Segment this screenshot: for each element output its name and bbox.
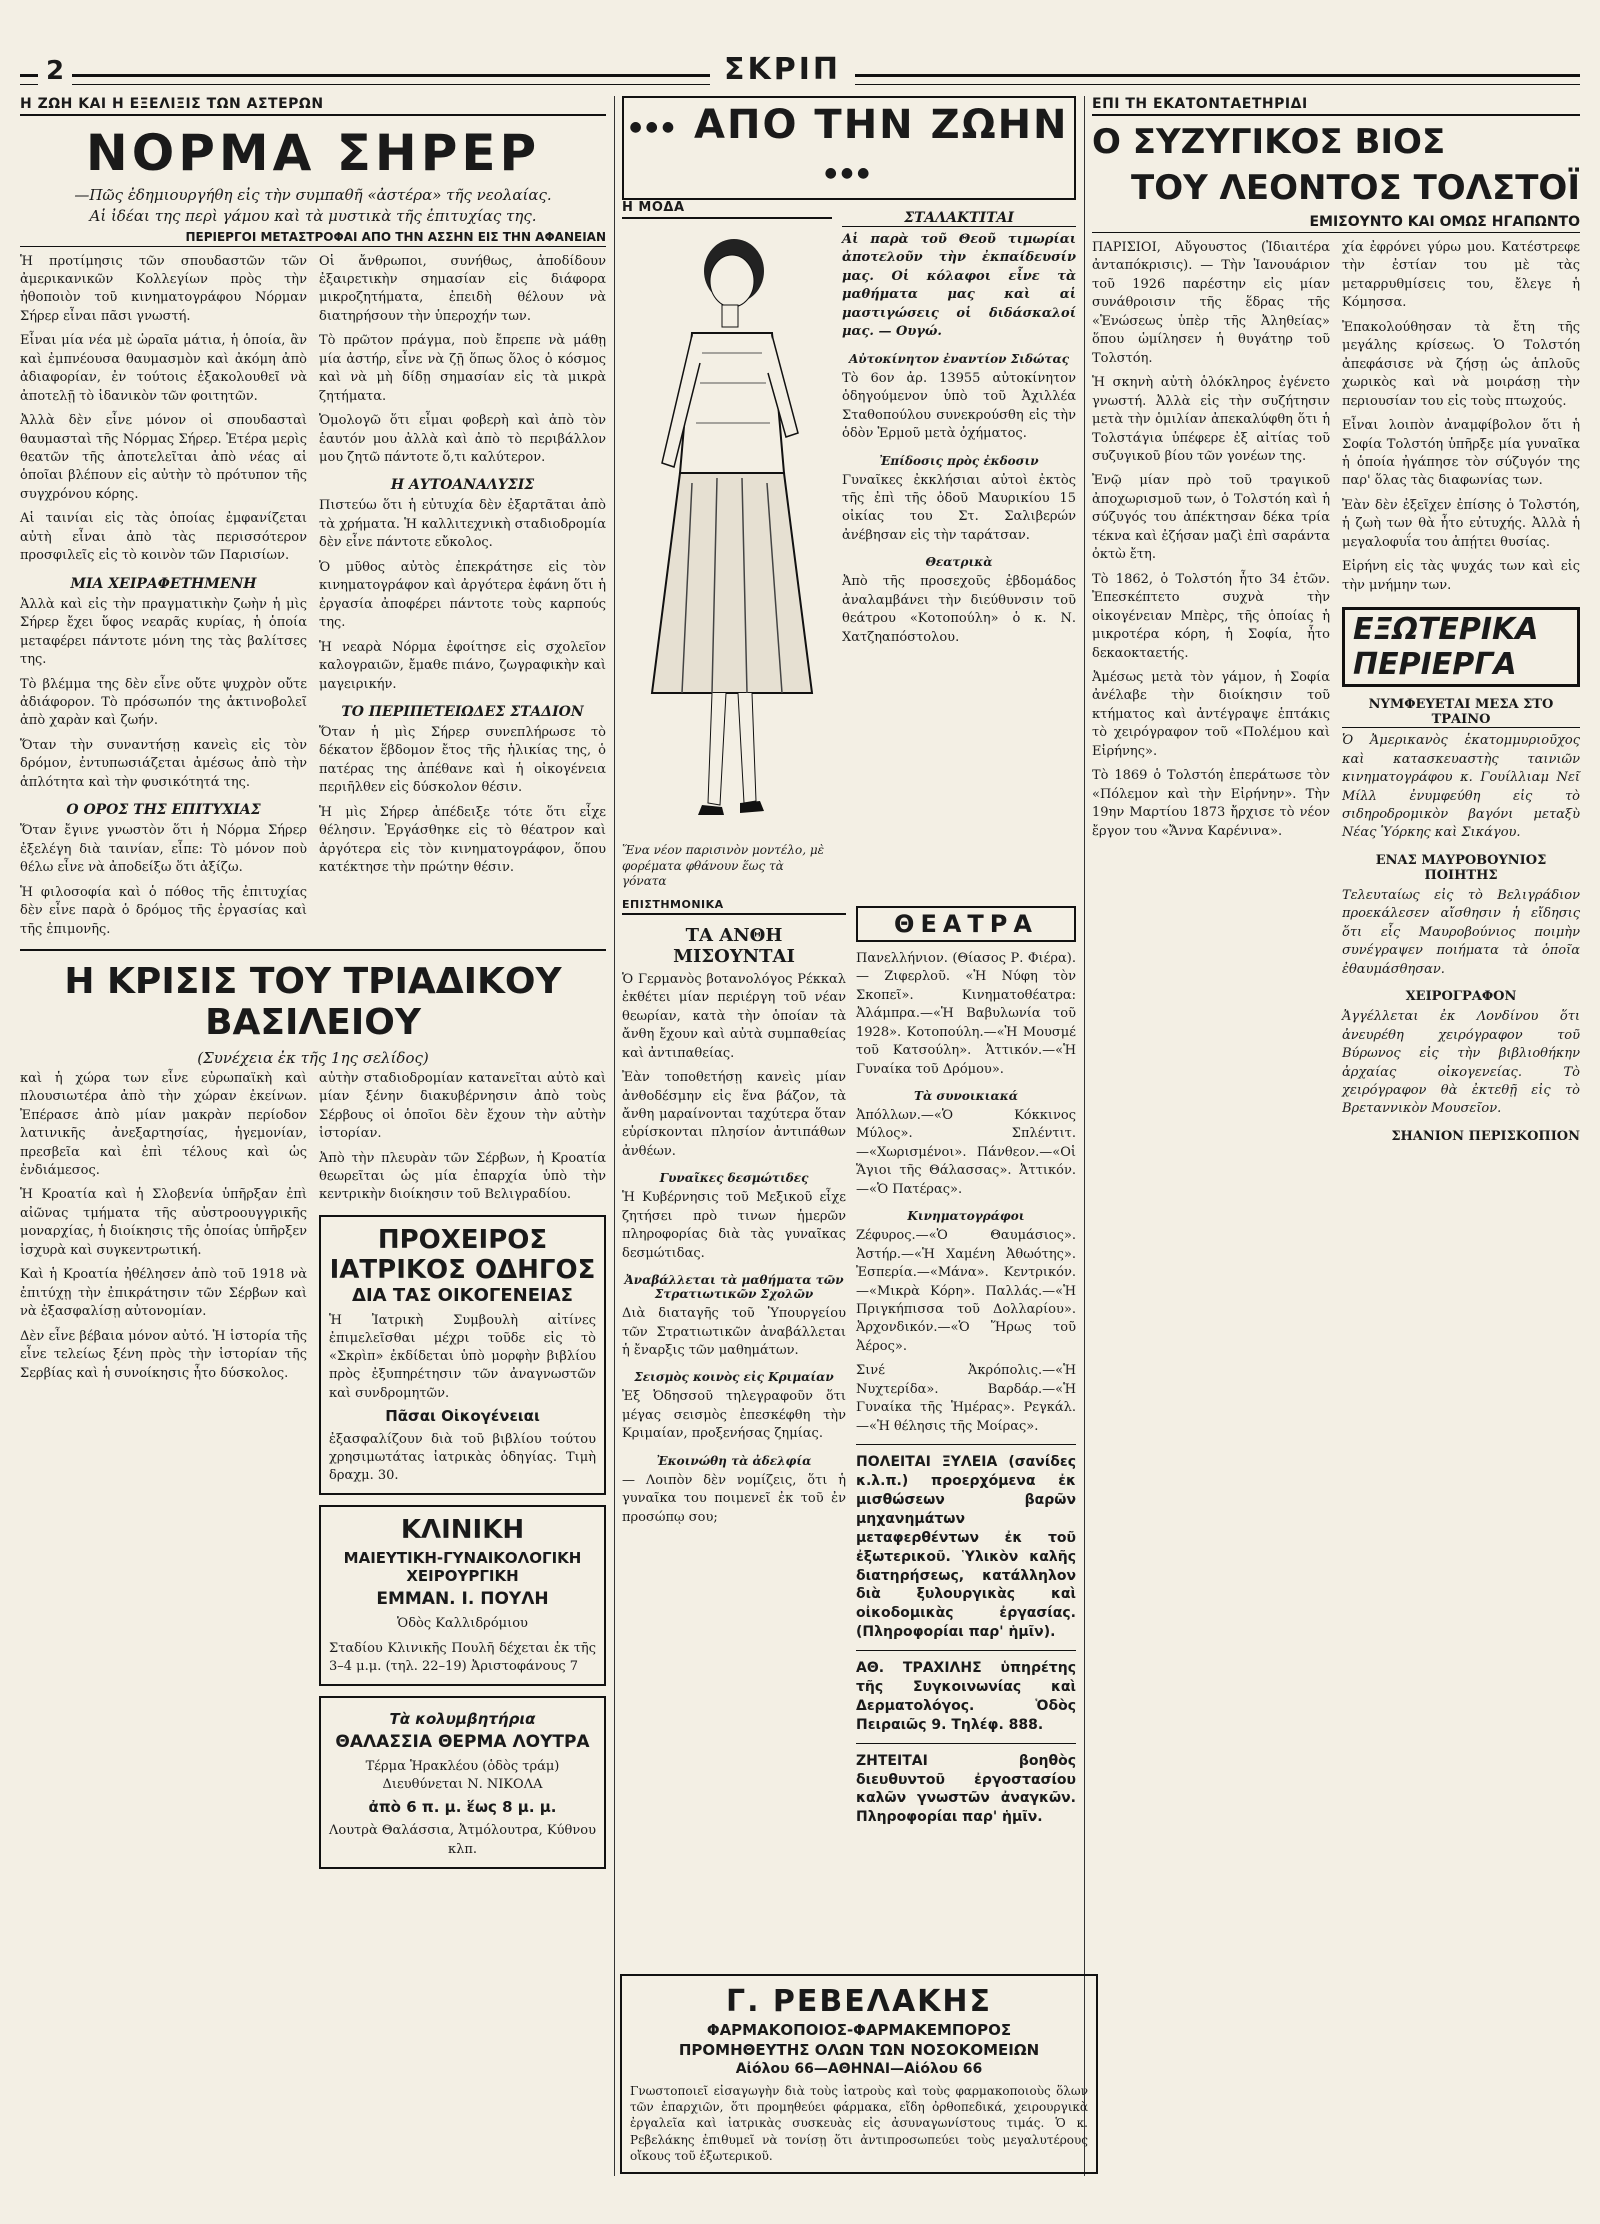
paragraph: Ἐπακολούθησαν τὰ ἔτη τῆς μεγάλης κρίσεως. Ὁ Τολστόη ἀπεφάσισε νὰ ζήσῃ ὡς ἁπλοῦς χωρικὸς καὶ νὰ μοιράσῃ τὴν περιουσίαν του εἰς τοὺς πτωχούς. (1342, 319, 1580, 409)
ad-wanted: ΖΗΤΕΙΤΑΙ βοηθὸς διευθυντοῦ ἐργοστασίου καλῶν γνωστῶν ἀναγκῶν. Πληροφορίαι παρ' ἡμῖν. (856, 1752, 1076, 1826)
crisis-right (319, 1070, 606, 1879)
ad-title: Τὰ κολυμβητήρια (389, 1709, 536, 1728)
foreign-oddities (1342, 607, 1580, 1144)
paragraph: Ἀγγέλλεται ἐκ Λονδίνου ὅτι ἀνευρέθη χειρόγραφον τοῦ Βύρωνος εἰς τὴν βιβλιοθήκην ἀρχαίας οἰκογενείας. Τὸ χειρόγραφον θὰ ἐκτεθῇ εἰς τὸ Βρεταννικὸν Μουσεῖον. (1342, 1009, 1580, 1117)
paragraph: Ἀλλὰ δὲν εἶνε μόνον οἱ σπουδασταὶ θαυμασταὶ τῆς Νόρμας Σήρερ. Ἑτέρα μερὶς θεατῶν τῆς ἀποτελεῖται ἀπὸ νέας αἱ ὁποῖαι βλέπουν εἰς αὐτὴν τὸ πρότυπον τῆς συγχρόνου κόρης. (20, 413, 307, 502)
fashion-illustration (622, 223, 832, 843)
mid-section (622, 898, 1076, 1833)
paragraph: Γυναῖκες ἐκκλήσιαι αὐτοὶ ἐκτὸς τῆς ἐπὶ τῆς ὁδοῦ Μαυρικίου 15 οἰκίας του Στ. Σαλιβερών ἀνέβησαν εἰς τὴν ταράτσαν. (842, 472, 1076, 543)
paragraph: Ἡ μὶς Σήρερ ἀπέδειξε τότε ὅτι εἶχε θέλησιν. Ἐργάσθηκε εἰς τὸ θέατρον καὶ ἀργότερα εἰς τὸν κινηματογράφον, ὅπου κατέκτησε τὴν πρώτην θέσιν. (319, 804, 606, 876)
ad-strong: ἀπὸ 6 π. μ. ἕως 8 μ. μ. (368, 1798, 557, 1817)
tolstoy-left (1092, 239, 1330, 1148)
divider (856, 1444, 1076, 1445)
headline: ΝΟΡΜΑ ΣΗΡΕΡ (85, 124, 541, 182)
ad-trachilis: ΑΘ. ΤΡΑΧΙΛΗΣ ὑπηρέτης τῆς Συγκοινωνίας καὶ Δερματολόγος. Ὁδὸς Πειραιῶς 9. Τηλέφ. 888. (856, 1660, 1076, 1733)
section-rule (20, 949, 606, 951)
paragraph: Τὸ πρῶτον πράγμα, ποὺ ἔπρεπε νὰ μάθῃ μία ἀστήρ, εἶνε νὰ ζῇ ὅπως ὅλος ὁ κόσμος καὶ νὰ μὴ δίδῃ σημασίαν εἰς τὰ μικρὰ ζητήματα. (319, 333, 606, 404)
news-heading: Αὐτοκίνητον ἐναντίον Σιδώτας (848, 351, 1070, 366)
kicker: Η ΖΩΗ ΚΑΙ Η ΕΞΕΛΙΞΙΣ ΤΩΝ ΑΣΤΕΡΩΝ (20, 96, 606, 116)
intertitle: ΜΙΑ ΧΕΙΡΑΦΕΤΗΜΕΝΗ (70, 575, 257, 592)
paragraph: Ὁμολογῶ ὅτι εἶμαι φοβερὴ καὶ ἀπὸ τὸν ἑαυτόν μου ἀλλὰ καὶ ἀπὸ τὸ περιβάλλον μου ζητῶ πάντοτε ὅ,τι καλύτερον. (319, 413, 606, 466)
news-heading: Σεισμὸς κοινὸς εἰς Κριμαίαν (634, 1370, 834, 1385)
paragraph: Δὲν εἶνε βέβαια μόνον αὐτό. Ἡ ἱστορία τῆς εἶνε τελείως ξένη πρὸς τὴν ἱστορίαν τῆς Σερβίας καὶ ἡ συνοίκησις ἦτο δύσκολος. (20, 1328, 307, 1381)
paragraph: — Λοιπὸν δὲν νομίζεις, ὅτι ἡ γυναῖκα του ποιμενεῖ ἐκ τοῦ ἐν προσώπῳ σου; (622, 1472, 846, 1525)
article-body (20, 253, 606, 940)
paragraph: Ἐὰν δὲν ἐξεῖχεν ἐπίσης ὁ Τολστόη, ἡ ζωὴ των θὰ ἦτο εὐτυχής. Ἀλλὰ ἡ μεγαλοφυΐα του ἀπῄτει θυσίας. (1342, 497, 1580, 550)
deck-line: —Πῶς ἐδημιουργήθη εἰς τὴν συμπαθῆ «ἀστέρα» τῆς νεολαίας. (74, 186, 552, 204)
ad-role: ΦΑΡΜΑΚΟΠΟΙΟΣ-ΦΑΡΜΑΚΕΜΠΟΡΟΣ (706, 2021, 1012, 2039)
subhead: ΠΕΡΙΕΡΓΟΙ ΜΕΤΑΣΤΡΟΦΑΙ ΑΠΟ ΤΗΝ ΑΣΣΗΝ ΕΙΣ ΤΗΝ ΑΦΑΝΕΙΑΝ (20, 230, 606, 247)
news-heading: ΧΕΙΡΟΓΡΑΦΟΝ (1405, 989, 1517, 1005)
ad-body: ἐξασφαλίζουν διὰ τοῦ βιβλίου τούτου χρησιμωτάτας ἰατρικὰς ὁδηγίας. Τιμὴ δραχμ. 30. (329, 1431, 596, 1484)
paragraph: Ἀπὸ τῆς προσεχοῦς ἑβδομάδος ἀναλαμβάνει τὴν διεύθυνσιν τοῦ θεάτρου «Κοτοπούλη» ὁ κ. Ν. Χατζηαπόστολου. (842, 574, 1076, 645)
banner-ornament: ●●● (824, 165, 874, 181)
paragraph: Τελευταίως εἰς τὸ Βελιγράδιον προεκάλεσεν αἴσθησιν ἡ εἴδησις ὅτι εἷς Μαυροβούνιος ποιμὴν συνέγραψεν ποιήματα τὰ ὁποῖα ἐθαυμάσθησαν. (1342, 887, 1580, 977)
news-heading: Θεατρικὰ (925, 555, 993, 570)
staladkites-title: ΣΤΑΛΑΚΤΙΤΑΙ (842, 210, 1076, 227)
paragraph: Εἶναι μία νέα μὲ ὡραῖα μάτια, ἡ ὁποία, ἂν καὶ ἐμπνέουσα θαυμασμὸν καὶ ἀκόμη ἀπὸ ἀδιαφορίαν, ἐν τούτοις ἐξακολουθεῖ νὰ ἀποτελῇ τὸ ἰδανικὸν τῶν φοιτητῶν. (20, 333, 307, 404)
paragraph: Εἶναι λοιπὸν ἀναμφίβολον ὅτι ἡ Σοφία Τολστόη ὑπῆρξε μία γυναῖκα ἡ ὁποία ἠγάπησε τὸν σύζυγόν της παρ' ὅλας τὰς διαφωνίας των. (1342, 418, 1580, 489)
paragraph: Τὸ 1869 ὁ Τολστόη ἐπεράτωσε τὸν «Πόλεμον καὶ τὴν Εἰρήνην». Τὴν 19ην Μαρτίου 1873 ἤρχισε τὸ νέον ἔργον του «Ἄννα Καρένινα». (1092, 768, 1330, 839)
column-norma-shearer (20, 96, 606, 1879)
deck-line: Αἱ ἰδέαι της περὶ γάμου καὶ τὰ μυστικὰ τῆς ἐπιτυχίας της. (89, 206, 537, 225)
banner-title: ΑΠΟ ΤΗΝ ΖΩΗΝ (694, 102, 1069, 148)
banner (622, 96, 1076, 200)
paragraph: Ἀλλὰ καὶ εἰς τὴν πραγματικὴν ζωὴν ἡ μὶς Σήρερ ἔχει ὕφος νεαρᾶς κυρίας, ἡ ὁποία μεταφέρει πάντοτε μόνη της τὰς βαλίτσες της. (20, 596, 307, 668)
paragraph: Ἡ Κυβέρνησις τοῦ Μεξικοῦ εἶχε ζητήσει πρὸ τινων ἡμερῶν πληροφορίας διὰ τὰς γυναῖκας δεσμώτιδας. (622, 1190, 846, 1261)
ad-name: ΕΜΜΑΝ. Ι. ΠΟΥΛΗ (376, 1589, 549, 1610)
paragraph: Τὸ βλέμμα της δὲν εἶνε οὔτε ψυχρὸν οὔτε ἀδιάφορον. Τὸ πρόσωπόν της ἀκτινοβολεῖ ἀπὸ χαρὰν καὶ ζωήν. (20, 676, 307, 729)
intertitle: Η ΑΥΤΟΑΝΑΛΥΣΙΣ (390, 477, 535, 494)
fashion-figure-icon (622, 223, 832, 843)
ad-body: Ἡ Ἰατρικὴ Συμβουλὴ αἰτίνες ἐπιμελεῖσθαι μέχρι τοῦδε εἰς τὸ «Σκρὶπ» ἐκδίδεται ὑπὸ μορφὴν βιβλίου πρὸς ἐξυπηρέτησιν τῶν ἀναγνωστῶν καὶ συνδρομητῶν. (329, 1312, 596, 1401)
ad-body: Γνωστοποιεῖ εἰσαγωγὴν διὰ τοὺς ἰατροὺς καὶ τοὺς φαρμακοποιοὺς ὅλων τῶν ἐπαρχιῶν, ὅτι προμηθεύει φάρμακα, εἴδη ὀρθοπεδικά, χειρουργικὰ ἐργαλεῖα καὶ ἰατρικὰς συσκευὰς εἰς ἀσυναγωνίστους τιμάς. Ὁ κ. Ρεβελάκης ἐπιθυμεῖ νὰ τονίσῃ ὅτι ἀντιπροσωπεύει τοὺς μεγαλυτέρους οἴκους τοῦ ἐξωτερικοῦ. (630, 2084, 1088, 2163)
column-divider (1084, 96, 1085, 2176)
column-apo-tin-zoin (622, 96, 1076, 1833)
ad-body: Τέρμα Ἡρακλέου (ὁδὸς τράμ) Διευθύνεται Ν. ΝΙΚΟΛΑ (365, 1758, 560, 1793)
news-heading: Ἐκοινώθη τὰ ἀδελφία (656, 1453, 812, 1468)
paragraph: Διὰ διαταγῆς τοῦ Ὑπουργείου τῶν Στρατιωτικῶν ἀναβάλλεται ἡ ἔναρξις τῶν μαθημάτων. (622, 1306, 846, 1359)
news-heading: Ἀναβάλλεται τὰ μαθήματα τῶν Στρατιωτικῶν Σχολῶν (624, 1273, 844, 1302)
paragraph: Ἡ προτίμησις τῶν σπουδαστῶν τῶν ἀμερικανικῶν Κολλεγίων πρὸς τὴν ἠθοποιὸν τοῦ κινηματογράφου Νόρμαν Σήρερ εἶναι πᾶσι γνωστή. (20, 253, 307, 324)
paragraph: αὐτὴν σταδιοδρομίαν κατανεῖται αὐτὸ καὶ μίαν ξένην διακυβέρνησιν ἀπὸ τοὺς Σέρβους οἱ ὁποῖοι δὲν ἔχουν τὴν αὐτὴν ἱστορίαν. (319, 1070, 606, 1142)
top-section (622, 200, 1076, 890)
paragraph: Ὁ Ἀμερικανὸς ἑκατομμυριοῦχος καὶ κατασκευαστὴς ταινιῶν κινηματογράφου κ. Γουίλλιαμ Νεῖ Μίλλ ἐνυμφεύθη εἰς τὸ σιδηροδρομικὸν βαγόνι μεταξὺ Νέας Ὑόρκης καὶ Σικάγου. (1342, 733, 1580, 841)
theatres-title: ΘΕΑΤΡΑ (856, 906, 1076, 942)
ad-strong: Πᾶσαι Οἰκογένειαι (385, 1406, 540, 1425)
paragraph: Ἀπὸ τὴν πλευρὰν τῶν Σέρβων, ἡ Κροατία θεωρεῖται ὡς μία ἐπαρχία ὑπὸ τὴν κεντρικὴν διοίκησιν τοῦ Βελιγραδίου. (319, 1150, 606, 1203)
news-heading: Γυναῖκες δεσμώτιδες (659, 1171, 809, 1186)
paragraph: Οἱ ἄνθρωποι, συνήθως, ἀποδίδουν ἐξαιρετικὴν σημασίαν εἰς διάφορα μικροζητήματα, ἐπειδὴ θέλουν νὰ διατηρήσουν τὴν ὑπεροχήν των. (319, 253, 606, 324)
headline: Ο ΣΥΖΥΓΙΚΟΣ ΒΙΟΣ (1092, 122, 1446, 162)
ad-sub: ΔΙΑ ΤΑΣ ΟΙΚΟΓΕΝΕΙΑΣ (352, 1284, 573, 1306)
divider (856, 1743, 1076, 1744)
listing-heading: Κινηματογράφοι (907, 1209, 1025, 1224)
paragraph: Ὁ μῦθος αὐτὸς ἐπεκράτησε εἰς τὸν κινηματογράφον καὶ ἀργότερα ἐφάνη ὅτι ἡ ἐργασία ἀποφέρει πάντοτε τοὺς καρπούς της. (319, 559, 606, 631)
paragraph: Ἀμέσως μετὰ τὸν γάμον, ἡ Σοφία ἀνέλαβε τὴν διοίκησιν τοῦ κτήματος καὶ ἀντέγραψε ἑπτάκις τὸ χειρόγραφον τοῦ «Πολέμου καὶ Εἰρήνης». (1092, 669, 1330, 759)
paragraph: Ὁ Γερμανὸς βοτανολόγος Ρέκκαλ ἐκθέτει μίαν περιέργη τοῦ νέαν θεωρίαν, κατὰ τὴν ὁποίαν τὰ ἄνθη ἔχουν καὶ αὐτὰ συμπαθείας καὶ ἀντιπαθείας. (622, 971, 846, 1061)
article-left (20, 253, 307, 940)
fashion-caption: Ἕνα νέον παρισινὸν μοντέλο, μὲ φορέματα φθάνουν ἕως τὰ γόνατα (622, 843, 825, 889)
ad-sub: ΜΑΙΕΥΤΙΚΗ-ΓΥΝΑΙΚΟΛΟΓΙΚΗ ΧΕΙΡΟΥΡΓΙΚΗ (343, 1549, 582, 1586)
ad-lumber: ΠΟΛΕΙΤΑΙ ΞΥΛΕΙΑ (σανίδες κ.λ.π.) προερχόμενα ἐκ μισθώσεων βαρῶν μηχανημάτων μεταφερθέντων ἐκ τοῦ ἐξωτερικοῦ. Ὑλικὸν καλῆς διατηρήσεως, κατάλληλον διὰ ξυλουργικὰς καὶ οἰκοδομικὰς ἐργασίας. (Πληροφορίαι παρ' ἡμῖν). (856, 1454, 1076, 1641)
crisis-body (20, 1070, 606, 1879)
fashion-block (622, 200, 832, 890)
foreign-sub: ΝΥΜΦΕΥΕΤΑΙ ΜΕΣΑ ΣΤΟ ΤΡΑΙΝΟ (1342, 697, 1580, 728)
news-heading: ΕΝΑΣ ΜΑΥΡΟΒΟΥΝΙΟΣ ΠΟΙΗΤΗΣ (1375, 852, 1547, 883)
ad-role: ΠΡΟΜΗΘΕΥΤΗΣ ΟΛΩΝ ΤΩΝ ΝΟΣΟΚΟΜΕΙΩΝ (678, 2041, 1040, 2059)
paragraph: Καὶ ἡ Κροατία ἠθέλησεν ἀπὸ τοῦ 1918 νὰ ἐπιτύχῃ τὴν ἐπικράτησιν τῶν Σέρβων καὶ νὰ ἐξασφαλίσῃ αὐτονομίαν. (20, 1267, 307, 1320)
foreign-title: ΕΞΩΤΕΡΙΚΑ ΠΕΡΙΕΡΓΑ (1342, 607, 1580, 687)
paragraph: Ὅταν τὴν συναντήσῃ κανεὶς εἰς τὸν δρόμον, ἐντυπωσιάζεται ἀμέσως ἀπὸ τὴν ἁπλότητα καὶ τὴν φυσικότητά της. (20, 737, 307, 790)
kicker: ΕΠΙ ΤΗ ΕΚΑΤΟΝΤΑΕΤΗΡΙΔΙ (1092, 96, 1580, 116)
ad-clinic (319, 1505, 606, 1686)
ad-address: Ὁδὸς Καλλιδρόμιου (397, 1616, 528, 1632)
ad-revelakis (620, 1974, 1098, 2174)
ad-body: Λουτρὰ Θαλάσσια, Ἀτμόλουτρα, Κύθνου κλπ. (329, 1823, 596, 1857)
listing: Ἀπόλλων.—«Ὁ Κόκκινος Μύλος». Σπλέντιτ.—«Χωρισμένοι». Πάνθεον.—«Οἱ Ἅγιοι τῆς Θάλασσας». Ἀττικόν.—«Ὁ Πατέρας». (856, 1107, 1076, 1197)
paragraph: Ἡ σκηνὴ αὐτὴ ὁλόκληρος ἐγένετο γνωστή. Ἀλλὰ εἰς τὴν συζήτησιν μετὰ τὴν ὁμιλίαν ἀπεκαλύφθη ὅτι ἡ Τολστάγια ὑπέφερε ἐξ αἰτίας τοῦ συζυγικοῦ βίου τῶν γονέων της. (1092, 375, 1330, 464)
headline: ΤΟΥ ΛΕΟΝΤΟΣ ΤΟΛΣΤΟΪ (1131, 168, 1580, 208)
ad-medical-guide (319, 1215, 606, 1496)
listing: Πανελλήνιον. (Θίασος Ρ. Φιέρα). — Ζιφερλοῦ. «Ἡ Νύφη τὸν Σκοπεῖ». Κινηματοθέατρα: Ἀλάμπρα.—«Ἡ Βαβυλωνία τοῦ 1928». Κοτοπούλη.—«Ἡ Μουσμέ τοῦ Κατσούλη». Ἀττικόν.—«Ἡ Γυναίκα τοῦ Δρόμου». (856, 950, 1076, 1077)
science-label: ΕΠΙΣΤΗΜΟΝΙΚΑ (622, 898, 846, 915)
signature: ΣΗΑΝΙΟΝ ΠΕΡΙΣΚΟΠΙΟΝ (1391, 1128, 1580, 1144)
paragraph: Ὅταν ἔγινε γνωστὸν ὅτι ἡ Νόρμα Σήρερ ἐξελέγη διὰ ταινίαν, εἶπε: Τὸ μόνον ποὺ θέλω εἶνε νὰ ἀποδείξω ὅτι ἀξίζω. (20, 823, 307, 876)
paragraph: Πιστεύω ὅτι ἡ εὐτυχία δὲν ἐξαρτᾶται ἀπὸ τὰ χρήματα. Ἡ καλλιτεχνικὴ σταδιοδρομία δὲν εἶνε πάντοτε εὔκολος. (319, 498, 606, 551)
listing: Σινέ Ἀκρόπολις.—«Ἡ Νυχτερίδα». Βαρδάρ.—«Ἡ Γυναίκα τῆς Ἡμέρας». Ρεγκάλ.—«Ἡ θέλησις τῆς Μοίρας». (856, 1363, 1076, 1434)
paragraph: Ἐνῷ μίαν πρὸ τοῦ τραγικοῦ ἀποχωρισμοῦ των, ὁ Τολστόη καὶ ἡ σύζυγός του ἀπέκτησαν δέκα τρία τέκνα καὶ ἐζήσαν μαζὶ ἐπὶ σαράντα ὀκτὼ ἔτη. (1092, 473, 1330, 563)
paragraph: χία ἐφρόνει γύρω μου. Κατέστρεφε τὴν ἐστίαν του μὲ τὰς μεταρρυθμίσεις του, ἔλεγε ἡ Κόμησσα. (1342, 240, 1580, 311)
subhead: ΕΜΙΣΟΥΝΤΟ ΚΑΙ ΟΜΩΣ ΗΓΑΠΩΝΤΟ (1092, 214, 1580, 233)
paragraph: Τὸ 6ον ἀρ. 13955 αὐτοκίνητον ὁδηγούμενον ὑπὸ τοῦ Ἀχιλλέα Σταθοπούλου συνεκρούσθη εἰς τὴν ὁδὸν Ἑρμοῦ μετὰ ὀχήματος. (842, 370, 1076, 442)
paragraph: Ἐξ Ὀδησσοῦ τηλεγραφοῦν ὅτι μέγας σεισμὸς ἐπεσκέφθη τὴν Κριμαίαν, προξενήσας ζημίας. (622, 1389, 846, 1442)
ad-name: ΘΑΛΑΣΣΙΑ ΘΕΡΜΑ ΛΟΥΤΡΑ (335, 1731, 590, 1752)
paragraph: ΠΑΡΙΣΙΟΙ, Αὔγουστος (Ἰδιαιτέρα ἀνταπόκρισις). — Τὴν Ἰανουάριον τοῦ 1926 παρέστην εἰς μίαν συνάθροισιν τῆς ἕδρας τῆς «Ἑνώσεως ὑπὲρ τῆς Ἀληθείας» ὅπου ὡμίλησεν ἡ θυγάτηρ τοῦ Τολστόη. (1092, 240, 1330, 366)
paragraph: Ἡ Κροατία καὶ ἡ Σλοβενία ὑπῆρξαν ἐπὶ αἰῶνας τμήματα τῆς αὐστροουγγρικῆς μοναρχίας, ἡ διοίκησις τῆς ὁποίας ὑπῆρξεν ἰσχυρὰ καὶ συγκεντρωτική. (20, 1187, 307, 1258)
intertitle: ΤΟ ΠΕΡΙΠΕΤΕΙΩΔΕΣ ΣΤΑΔΙΟΝ (341, 704, 584, 721)
crisis-left (20, 1070, 307, 1879)
quote: Αἱ παρὰ τοῦ Θεοῦ τιμωρίαι ἀποτελοῦν τὴν ἐκπαίδευσίν μας. Οἱ κόλαφοι εἶνε τὰ μαθήματα μας καὶ αἱ μαστιγώσεις οἱ διδάσκαλοί μας. — Ουγώ. (842, 232, 1076, 340)
listing: Ζέφυρος.—«Ὁ Θαυμάσιος». Ἀστήρ.—«Ἡ Χαμένη Ἀθωότης». Ἐσπερία.—«Μάνα». Κεντρικόν.—«Μικρὰ Κόρη». Παλλάς.—«Ἡ Πριγκήπισσα τοῦ Δολλαρίου». Ἀρχονδικόν.—«Ὁ Ἥρως τοῦ Ἀέρος». (856, 1228, 1076, 1354)
fashion-label: Η ΜΟΔΑ (622, 200, 832, 219)
column-divider (614, 96, 615, 2176)
banner-ornament: ●●● (629, 119, 679, 135)
intertitle: Ο ΟΡΟΣ ΤΗΣ ΕΠΙΤΥΧΙΑΣ (66, 802, 261, 819)
crisis-headline: Η ΚΡΙΣΙΣ ΤΟΥ ΤΡΙΑΔΙΚΟΥ ΒΑΣΙΛΕΙΟΥ (64, 961, 562, 1043)
tolstoy-right (1342, 239, 1580, 1148)
ad-sea-baths (319, 1696, 606, 1869)
flowers-title: ΤΑ ΑΝΘΗ ΜΙΣΟΥΝΤΑΙ (673, 924, 795, 967)
paragraph: Ἐὰν τοποθετήσῃ κανεὶς μίαν ἀνθοδέσμην εἰς ἕνα βάζον, τὰ ἄνθη μαραίνονται ταχύτερα ὅταν εὑρίσκονται πλησίον ἀντιπάθων ἀνθέων. (622, 1070, 846, 1159)
ad-name: ΙΑΤΡΙΚΟΣ ΟΔΗΓΟΣ (329, 1254, 596, 1285)
paragraph: Ἡ νεαρὰ Νόρμα ἐφοίτησε εἰς σχολεῖον καλογραιῶν, ἔμαθε πιάνο, ζωγραφικὴν καὶ μαγειρικήν. (319, 639, 606, 692)
masthead (20, 52, 1580, 92)
tolstoy-body (1092, 239, 1580, 1148)
divider (856, 1650, 1076, 1651)
listing-heading: Τὰ συνοικιακά (914, 1088, 1018, 1103)
paragraph: καὶ ἡ χώρα των εἶνε εὐρωπαϊκὴ καὶ πλουσιωτέρα ἀπὸ τὴν χώραν ἐκείνων. Ἐπέρασε ἀπὸ μίαν μακρὰν περίοδον λατινικῆς ἀνεξαρτησίας, ἡγεμονίαν, πρεσβεῖα καὶ ἐπὶ τέλους καὶ ὡς ἐνδιάμεσος. (20, 1070, 307, 1179)
theatres-block (856, 898, 1076, 1833)
staladkites-block (842, 200, 1076, 890)
flowers-block (622, 898, 846, 1833)
paragraph: Ὅταν ἡ μὶς Σήρερ συνεπλήρωσε τὸ δέκατον ἕβδομον ἔτος τῆς ἡλικίας της, ὁ πατέρας της ἀπέθανε καὶ ἡ οἰκογένεια περιῆλθεν εἰς δύσκολον θέσιν. (319, 725, 606, 796)
paragraph: Αἱ ταινίαι εἰς τὰς ὁποίας ἐμφανίζεται αὐτὴ εἶναι ἀπὸ τὰς περισσότερον προσφιλεῖς εἰς τὸ κοινὸν τῶν Παρισίων. (20, 511, 307, 564)
column-tolstoy (1092, 96, 1580, 1148)
ad-address: Αἰόλου 66—ΑΘΗΝΑΙ—Αἰόλου 66 (735, 2061, 983, 2077)
paragraph: Ἡ φιλοσοφία καὶ ὁ πόθος τῆς ἐπιτυχίας δὲν εἶνε παρὰ ὁ δρόμος τῆς ἐργασίας καὶ τῆς ἐπιμονῆς. (20, 884, 307, 937)
ad-body: Σταδίου Κλινικῆς Πουλῆ δέχεται ἐκ τῆς 3–4 μ.μ. (τηλ. 22–19) Ἀριστοφάνους 7 (329, 1640, 596, 1674)
newspaper-title: ΣΚΡΙΠ (710, 52, 855, 87)
news-heading: Ἐπίδοσις πρὸς ἐκδοσιν (879, 453, 1039, 468)
paragraph: Εἰρήνη εἰς τὰς ψυχάς των καὶ εἰς τὴν μνήμην των. (1342, 559, 1580, 593)
ad-name: Γ. ΡΕΒΕΛΑΚΗΣ (725, 1984, 993, 2019)
ad-title: ΠΡΟΧΕΙΡΟΣ (377, 1224, 548, 1255)
crisis-deck: (Συνέχεια ἐκ τῆς 1ης σελίδος) (197, 1049, 429, 1067)
ad-title: ΚΛΙΝΙΚΗ (400, 1515, 525, 1546)
paragraph: Τὸ 1862, ὁ Τολστόη ἦτο 34 ἐτῶν. Ἐπεσκέπτετο συχνὰ τὴν οἰκογένειαν Μπὲρς, τῆς ὁποίας ἡ μικροτέρα κόρη, ἡ Σοφία, ἦτο δεκαοκταετής. (1092, 571, 1330, 661)
page-number: 2 (38, 56, 72, 86)
article-right (319, 253, 606, 940)
